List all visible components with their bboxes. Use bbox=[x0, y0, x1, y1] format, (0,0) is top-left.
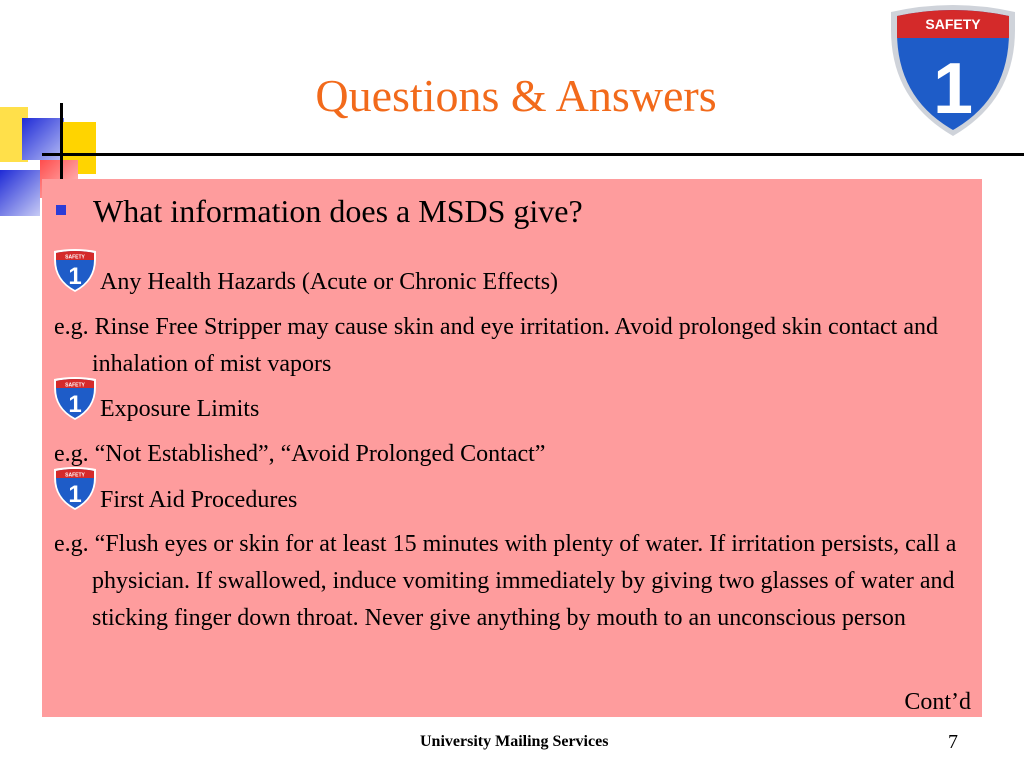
item-example-first-aid: e.g. “Flush eyes or skin for at least 15 minutes with plenty of water. If irritation persists, call a physician. If swallowed, induce vomiting immediately by giving two glasses of water and sticking finger down throat. Never give anything by mouth to an unconscious person bbox=[54, 531, 957, 631]
decor-square-blue-bottom bbox=[0, 170, 40, 216]
safety-shield-logo bbox=[883, 0, 1023, 140]
decor-horizontal-line bbox=[42, 153, 1024, 156]
svg-text:1: 1 bbox=[68, 391, 82, 418]
page-number: 7 bbox=[948, 731, 958, 753]
item-label-health-hazards: Any Health Hazards (Acute or Chronic Effects) bbox=[100, 269, 559, 295]
svg-text:1: 1 bbox=[68, 263, 82, 290]
svg-text:SAFETY: SAFETY bbox=[65, 254, 85, 261]
bullet-square-icon bbox=[56, 205, 66, 215]
continued-label: Cont’d bbox=[904, 689, 971, 715]
safety-shield-icon bbox=[52, 375, 98, 421]
svg-text:SAFETY: SAFETY bbox=[65, 382, 85, 389]
shield-number: 1 bbox=[932, 49, 974, 129]
question-heading: What information does a MSDS give? bbox=[93, 193, 583, 229]
slide-title: Questions & Answers bbox=[315, 70, 717, 121]
svg-text:1: 1 bbox=[68, 481, 82, 508]
item-example-exposure-limits: e.g. “Not Established”, “Avoid Prolonged Contact” bbox=[54, 441, 546, 467]
item-label-first-aid: First Aid Procedures bbox=[100, 487, 298, 513]
safety-shield-icon bbox=[52, 465, 98, 511]
item-example-health-hazards: e.g. Rinse Free Stripper may cause skin and eye irritation. Avoid prolonged skin contact and inhalation of mist vapors bbox=[54, 314, 939, 377]
safety-shield-icon bbox=[52, 247, 98, 293]
item-label-exposure-limits: Exposure Limits bbox=[100, 396, 260, 422]
shield-top-text: SAFETY bbox=[925, 16, 981, 32]
svg-text:SAFETY: SAFETY bbox=[65, 472, 85, 479]
footer-organization: University Mailing Services bbox=[420, 733, 609, 750]
